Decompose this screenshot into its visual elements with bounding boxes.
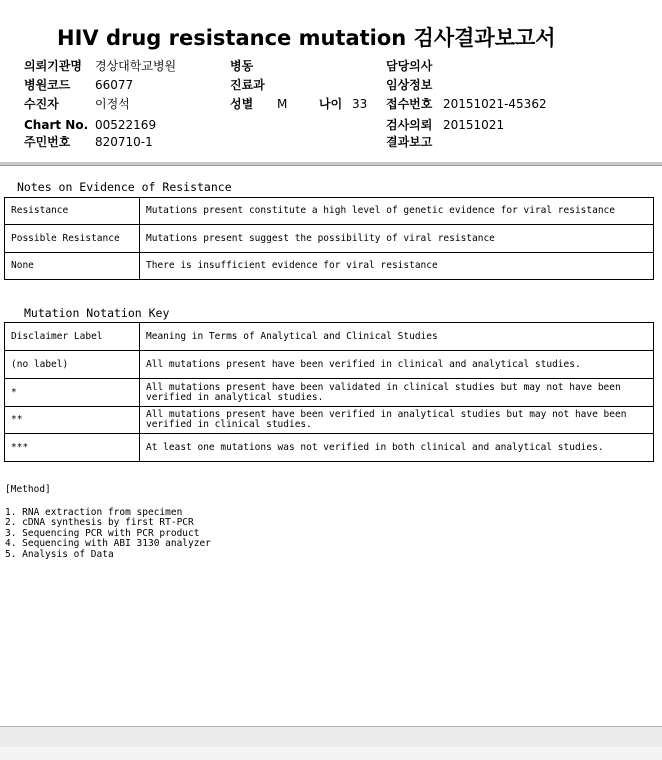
notation-text: At least one mutations was not verified in both clinical and analytical studies. — [140, 434, 654, 462]
dept-label: 진료과 — [230, 78, 265, 92]
ward-label: 병동 — [230, 59, 254, 73]
receipt-value: 20151021-45362 — [443, 97, 547, 111]
notation-label: ** — [5, 407, 140, 434]
report-title: HIV drug resistance mutation 검사결과보고서 — [57, 26, 556, 50]
method-title: [Method] — [5, 484, 51, 495]
notation-title: Mutation Notation Key — [24, 306, 170, 320]
patient-value: 이정석 — [95, 97, 130, 111]
table-row — [5, 379, 654, 407]
sex-label: 성별 — [230, 97, 254, 111]
notation-label: *** — [5, 434, 140, 462]
request-label: 검사의뢰 — [386, 118, 433, 132]
header-divider — [0, 162, 662, 166]
notation-text: All mutations present have been validated in clinical studies but may not have been verified in analytical studies. — [140, 379, 654, 407]
rrn-value: 820710-1 — [95, 135, 153, 149]
patient-info — [0, 0, 662, 160]
table-row — [5, 351, 654, 379]
list-item: 1. RNA extraction from specimen — [5, 506, 183, 518]
institution-label: 의뢰기관명 — [24, 59, 82, 73]
table-row — [5, 407, 654, 434]
age-value: 33 — [352, 97, 368, 111]
evidence-label: Resistance — [5, 198, 140, 225]
hospital-code-label: 병원코드 — [24, 78, 71, 92]
evidence-label: None — [5, 253, 140, 280]
evidence-text: Mutations present constitute a high level of genetic evidence for viral resistance — [140, 198, 654, 225]
notation-text: All mutations present have been verified in analytical studies but may not have been verified in clinical studies. — [140, 407, 654, 434]
evidence-label: Possible Resistance — [5, 225, 140, 253]
hospital-code-value: 66077 — [95, 78, 134, 92]
method-steps — [5, 508, 211, 561]
institution-value: 경상대학교병원 — [95, 59, 177, 73]
table-row — [5, 253, 654, 280]
notation-text: All mutations present have been verified in clinical and analytical studies. — [140, 351, 654, 379]
list-item: 2. cDNA synthesis by first RT-PCR — [5, 517, 194, 528]
method-section — [5, 485, 211, 560]
list-item: 5. Analysis of Data — [5, 548, 114, 560]
chart-label: Chart No. — [24, 118, 89, 132]
notation-label: * — [5, 379, 140, 407]
request-value: 20151021 — [443, 118, 505, 132]
footer-divider — [0, 726, 662, 748]
notation-header-label: Disclaimer Label — [5, 323, 140, 351]
age-label: 나이 — [319, 97, 343, 111]
result-label: 결과보고 — [386, 135, 433, 149]
list-item: 4. Sequencing with ABI 3130 analyzer — [5, 538, 211, 549]
chart-value: 00522169 — [95, 118, 157, 132]
evidence-text: Mutations present suggest the possibility of viral resistance — [140, 225, 654, 253]
clinical-label: 임상정보 — [386, 78, 433, 92]
rrn-label: 주민번호 — [24, 135, 71, 149]
patient-label: 수진자 — [24, 97, 59, 111]
list-item: 3. Sequencing PCR with PCR product — [5, 527, 200, 539]
notation-table — [4, 322, 654, 462]
notation-label: (no label) — [5, 351, 140, 379]
notation-header-text: Meaning in Terms of Analytical and Clinical Studies — [140, 323, 654, 351]
receipt-label: 접수번호 — [386, 97, 433, 111]
evidence-table — [4, 197, 654, 280]
table-row — [5, 434, 654, 462]
evidence-title: Notes on Evidence of Resistance — [17, 180, 232, 194]
table-row — [5, 198, 654, 225]
sex-value: M — [277, 97, 288, 111]
evidence-text: There is insufficient evidence for viral resistance — [140, 253, 654, 280]
footer-strip — [0, 747, 662, 760]
table-row — [5, 225, 654, 253]
table-header-row — [5, 323, 654, 351]
doctor-label: 담당의사 — [386, 59, 433, 73]
